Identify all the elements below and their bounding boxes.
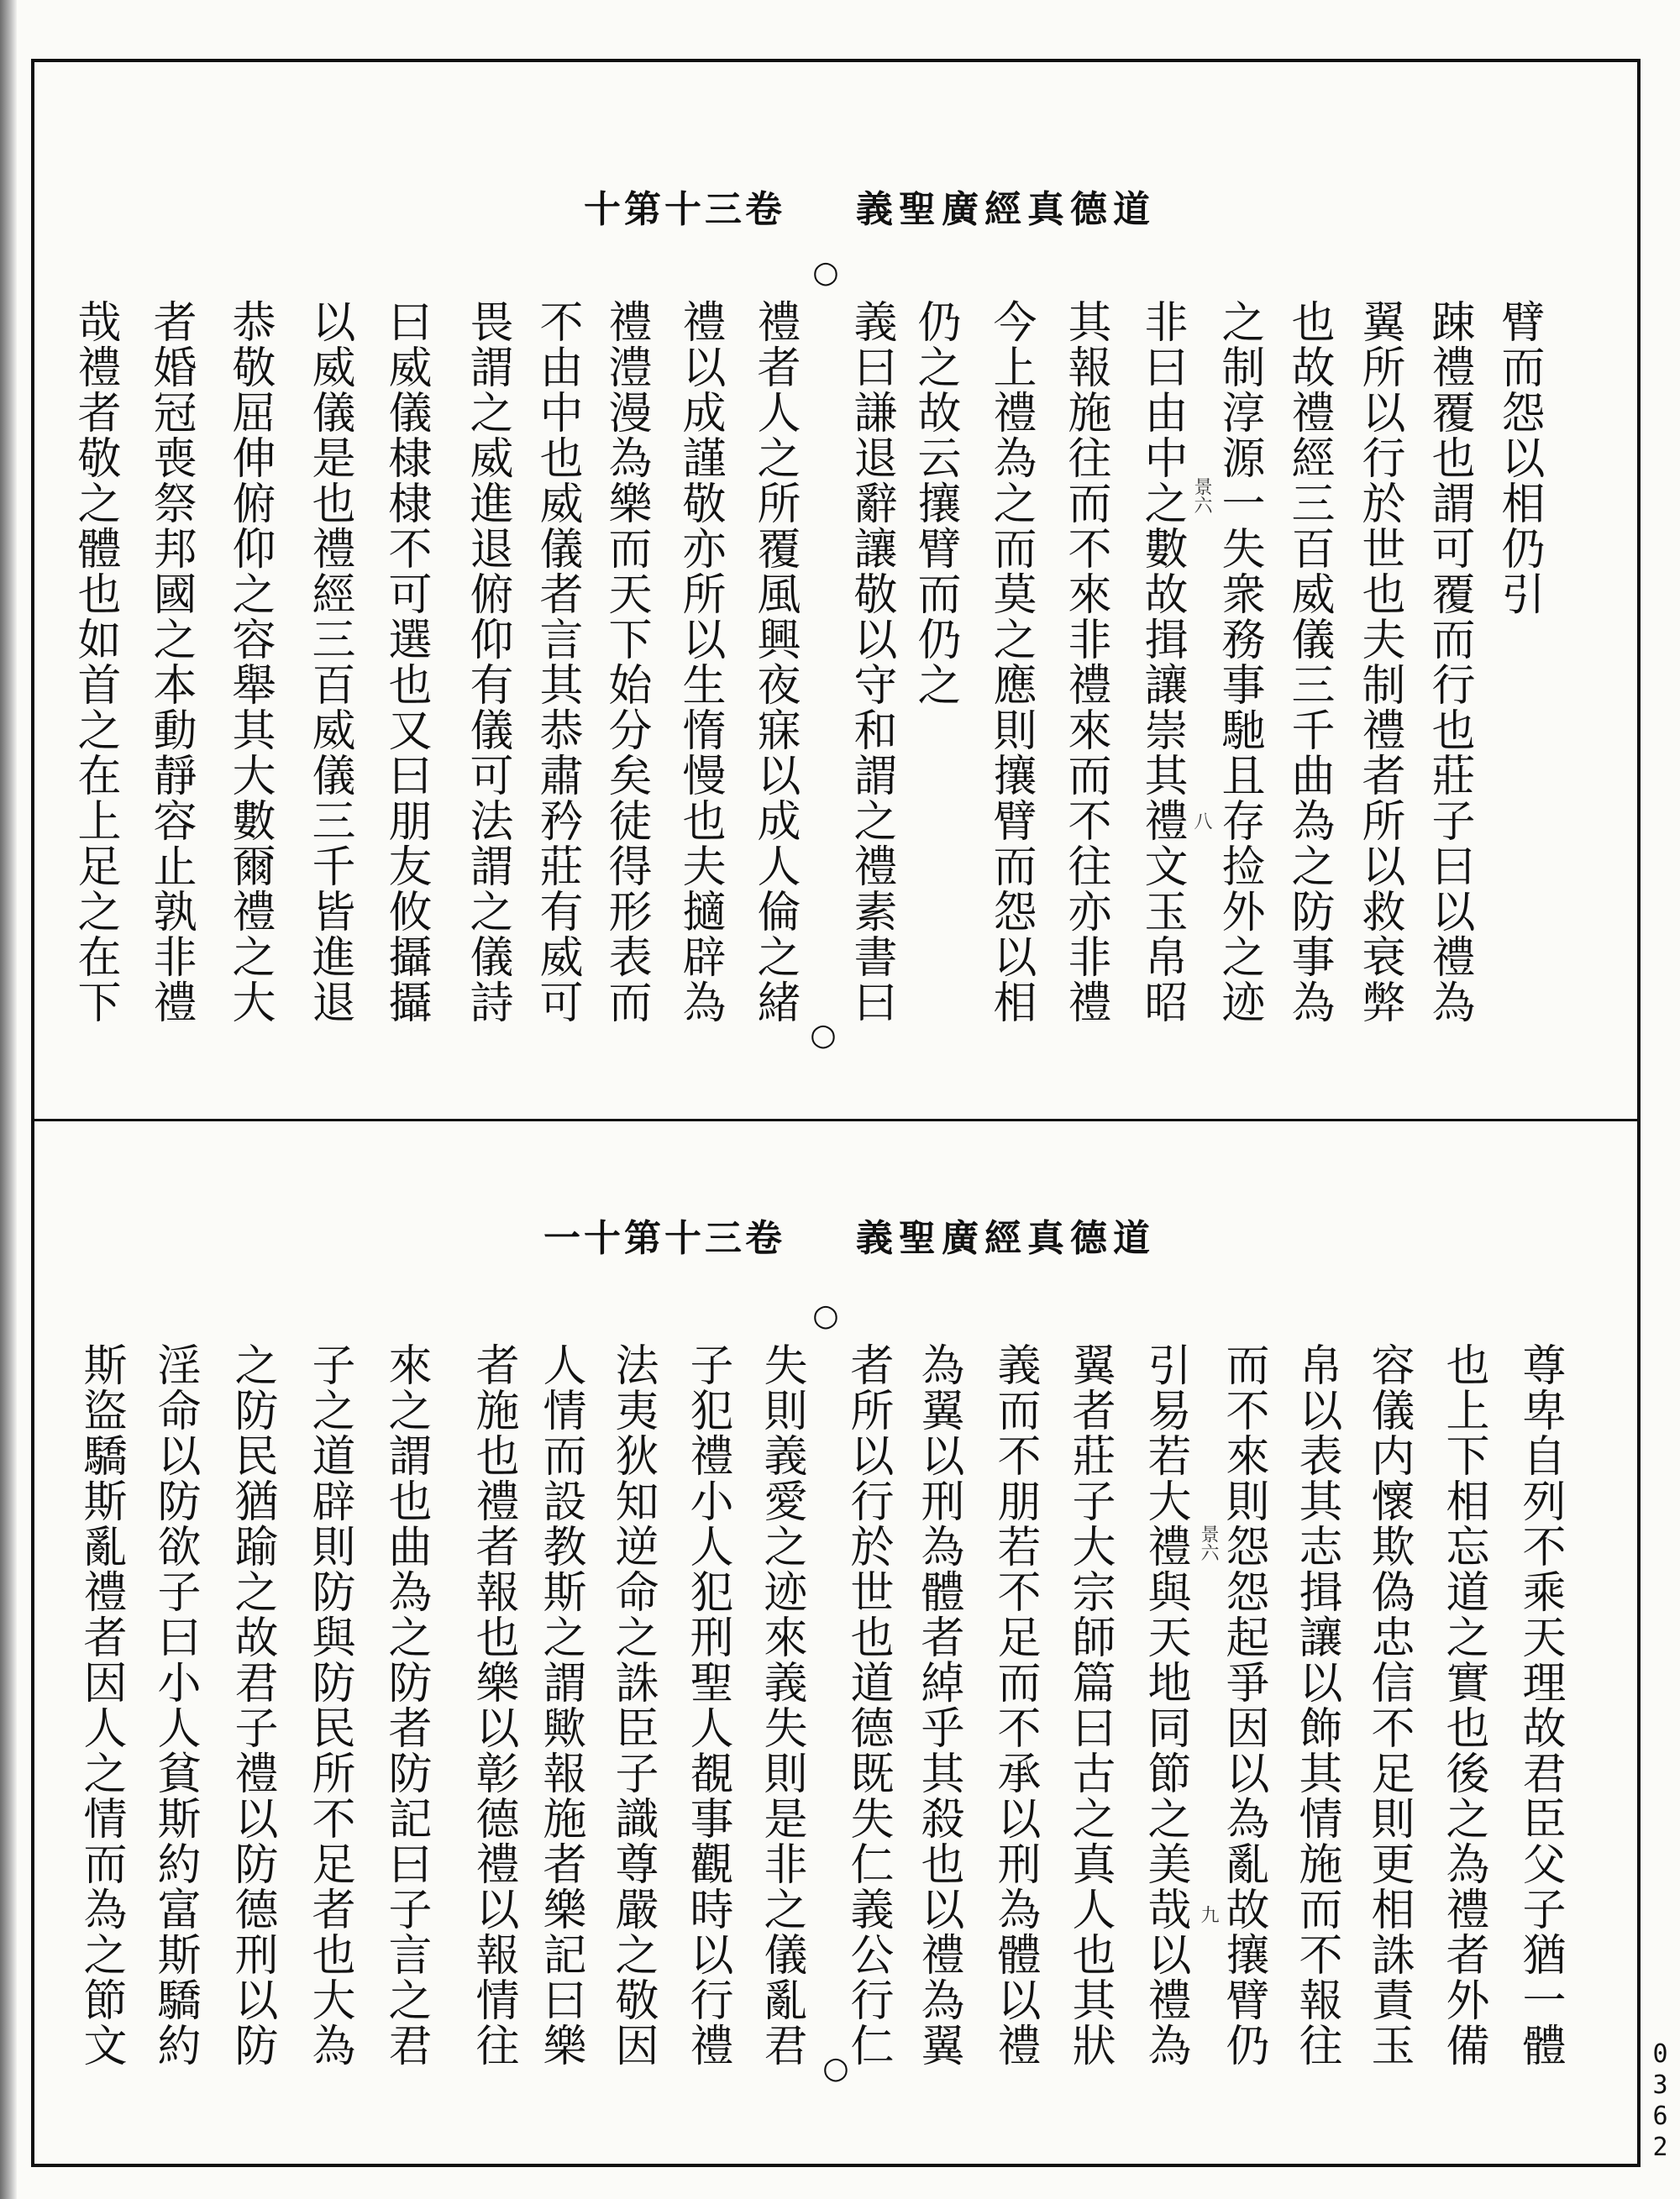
text-column: 者所以行於世也道德既失仁義公行仁 xyxy=(843,1342,893,2068)
text-column: 子之道辟則防與防民所不足者也大為 xyxy=(304,1342,354,2068)
text-column: 者婚冠喪祭邦國之本動靜容止孰非禮 xyxy=(145,299,196,1025)
text-column: 其報施往而不來非禮來而不往亦非禮 xyxy=(1060,299,1110,1025)
text-column: 非曰由中之數故揖讓崇其禮文玉帛昭 xyxy=(1137,299,1187,1025)
panel-divider xyxy=(31,1119,1641,1121)
text-column: 以威儀是也禮經三百威儀三千皆進退 xyxy=(304,299,354,1025)
text-column: 哉禮者敬之體也如首之在上足之在下 xyxy=(70,299,120,1025)
text-column: 禮者人之所覆風興夜寐以成人倫之緒 xyxy=(749,299,800,1025)
text-column: 禮澧漫為樂而天下始分矣徒得形表而 xyxy=(601,299,651,1025)
page-number: 0362 xyxy=(1646,2039,1675,2164)
text-column: 恭敬屈伸俯仰之容舉其大數爾禮之大 xyxy=(224,299,275,1025)
text-column: 引易若大禮與天地同節之美哉以禮為 xyxy=(1140,1342,1190,2068)
text-column: 子犯禮小人犯刑聖人覩事觀時以行禮 xyxy=(682,1342,732,2068)
text-column: 失則義愛之迹來義失則是非之儀亂君 xyxy=(756,1342,806,2068)
section-circle-mark: ○ xyxy=(822,2051,849,2086)
scan-edge xyxy=(0,0,17,2199)
text-column: 而不來則怨怨起爭因以為亂故攘臂仍 xyxy=(1218,1342,1268,2068)
text-column: 曰威儀棣棣不可選也又曰朋友攸攝攝 xyxy=(381,299,431,1025)
text-column: 今上禮為之而莫之應則攘臂而怨以相 xyxy=(985,299,1036,1025)
text-column: 淫命以防欲子曰小人貧斯約富斯驕約 xyxy=(150,1342,200,2068)
text-column: 之防民猶踰之故君子禮以防德刑以防 xyxy=(227,1342,277,2068)
lower-header-volume: 卷三十第十一 xyxy=(543,1217,785,1260)
text-column: 容儀内懷欺偽忠信不足則更相誅責玉 xyxy=(1363,1342,1414,2068)
text-column: 人情而設教斯之謂歟報施者樂記曰樂 xyxy=(535,1342,585,2068)
text-column: 也故禮經三百威儀三千曲為之防事為 xyxy=(1284,299,1334,1025)
text-column: 畏謂之威進退俯仰有儀可法謂之儀詩 xyxy=(462,299,512,1025)
text-column: 也上下相忘道之實也後之為禮者外備 xyxy=(1438,1342,1488,2068)
text-column: 翼所以行於世也夫制禮者所以救衰弊 xyxy=(1354,299,1404,1025)
margin-note: 九 xyxy=(1198,1905,1219,1923)
text-column: 翼者莊子大宗師篇曰古之真人也其狀 xyxy=(1064,1342,1115,2068)
margin-note: 景六 xyxy=(1191,477,1212,514)
upper-header-title: 道德真經廣聖義 xyxy=(856,188,1156,231)
text-column: 斯盜驕斯亂禮者因人之情而為之節文 xyxy=(76,1342,126,2068)
text-column: 尊卑自列不乘天理故君臣父子猶一體 xyxy=(1515,1342,1565,2068)
section-circle-mark: ○ xyxy=(810,1018,837,1052)
margin-note: 八 xyxy=(1191,811,1212,830)
text-column: 仍之故云攘臂而仍之 xyxy=(910,299,960,707)
upper-header-volume: 卷三十第十 xyxy=(584,188,785,231)
text-column: 來之謂也曲為之防者防記曰子言之君 xyxy=(381,1342,431,2068)
section-circle-mark: ○ xyxy=(812,255,839,290)
text-column: 義而不朋若不足而不承以刑為體以禮 xyxy=(990,1342,1040,2068)
text-column: 之制淳源一失衆務事馳且存捡外之迹 xyxy=(1214,299,1264,1025)
text-column: 不由中也威儀者言其恭肅矜莊有威可 xyxy=(532,299,582,1025)
text-column: 義曰謙退辭讓敬以守和謂之禮素書曰 xyxy=(846,299,896,1025)
text-column: 帛以表其志揖讓以飾其情施而不報往 xyxy=(1291,1342,1341,2068)
text-column: 法夷狄知逆命之誅臣子識尊嚴之敬因 xyxy=(607,1342,658,2068)
text-column: 臂而怨以相仍引 xyxy=(1494,299,1544,617)
text-column: 踈禮覆也謂可覆而行也莊子曰以禮為 xyxy=(1424,299,1474,1025)
text-column: 者施也禮者報也樂以彰德禮以報情往 xyxy=(468,1342,518,2068)
text-column: 禮以成謹敬亦所以生惰慢也夫擿辟為 xyxy=(675,299,725,1025)
margin-note: 景六 xyxy=(1198,1525,1219,1561)
section-circle-mark: ○ xyxy=(812,1299,839,1333)
text-column: 為翼以刑為體者綽乎其殺也以禮為翼 xyxy=(913,1342,963,2068)
lower-header-title: 道德真經廣聖義 xyxy=(856,1217,1156,1260)
